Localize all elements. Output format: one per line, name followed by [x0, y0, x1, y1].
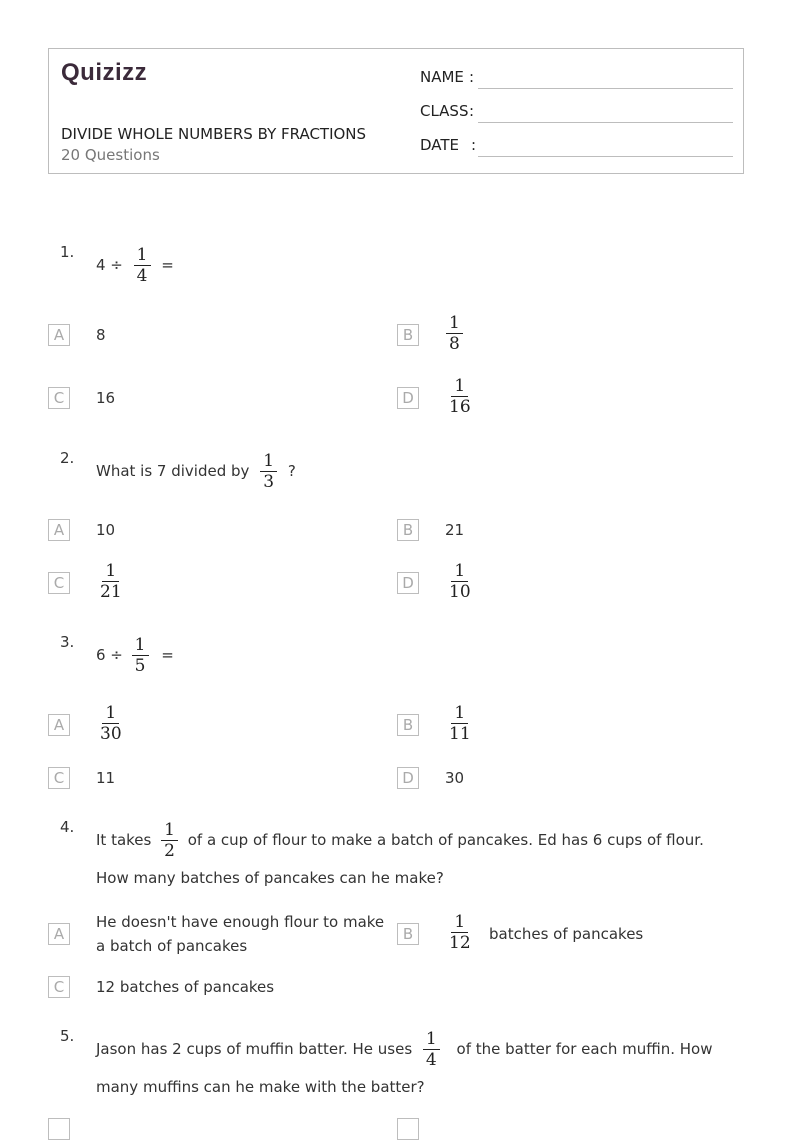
name-field[interactable]: [420, 68, 733, 90]
fraction: [161, 820, 178, 861]
fraction-denominator: 21: [100, 582, 122, 602]
name-line[interactable]: [478, 88, 733, 89]
fraction: [260, 451, 277, 492]
question-text-part: =: [161, 256, 174, 274]
option-d-fraction[interactable]: [446, 376, 474, 417]
class-line[interactable]: [478, 122, 733, 123]
option-b-box[interactable]: B: [397, 519, 419, 541]
fraction-numerator: 1: [423, 1029, 440, 1050]
question-number: 5.: [60, 1027, 75, 1045]
question-text: [96, 451, 296, 492]
fraction-numerator: 1: [102, 703, 119, 724]
option-b-text[interactable]: batches of pancakes: [489, 925, 644, 943]
option-b-box[interactable]: B: [397, 923, 419, 945]
fraction-numerator: 1: [451, 912, 468, 933]
date-field[interactable]: [420, 136, 733, 158]
fraction-denominator: 4: [136, 266, 148, 286]
question-number: 4.: [60, 818, 75, 836]
option-c-box[interactable]: C: [48, 767, 70, 789]
option-b-fraction[interactable]: [446, 703, 474, 744]
fraction-numerator: 1: [451, 561, 468, 582]
question-text-part: Jason has 2 cups of muffin batter. He uses: [96, 1040, 413, 1058]
question-text-part: of a cup of flour to make a batch of pancakes. Ed has 6 cups of flour. How many batches of pancakes can he make?: [96, 831, 704, 887]
option-d-box[interactable]: D: [397, 767, 419, 789]
option-a-box[interactable]: A: [48, 714, 70, 736]
option-d-fraction[interactable]: [446, 561, 474, 602]
option-c-text[interactable]: 12 batches of pancakes: [96, 978, 275, 996]
option-c-box[interactable]: C: [48, 572, 70, 594]
question-text-part: What is 7 divided by: [96, 462, 250, 480]
question-text: [96, 245, 174, 286]
option-a-box[interactable]: A: [48, 324, 70, 346]
worksheet-header: [48, 48, 744, 174]
fraction-numerator: 1: [451, 703, 468, 724]
option-a-text[interactable]: He doesn't have enough flour to make a batch of pancakes: [96, 913, 385, 955]
option-a-text[interactable]: 10: [96, 521, 116, 539]
name-label: NAME: [420, 68, 464, 86]
name-colon: :: [469, 68, 475, 86]
option-c-text[interactable]: 16: [96, 389, 116, 407]
option-a-box[interactable]: A: [48, 519, 70, 541]
class-field[interactable]: [420, 102, 733, 124]
option-c-box[interactable]: C: [48, 387, 70, 409]
fraction: [423, 1029, 440, 1070]
date-colon: :: [471, 136, 477, 154]
fraction-denominator: 2: [164, 841, 175, 861]
question-number: 3.: [60, 633, 75, 651]
class-label: CLASS: [420, 102, 469, 120]
fraction-numerator: 1: [446, 313, 463, 334]
fraction-numerator: 1: [132, 635, 149, 656]
fraction-numerator: 1: [260, 451, 277, 472]
option-d-box[interactable]: D: [397, 387, 419, 409]
question-text-part: It takes: [96, 831, 152, 849]
question-number: 1.: [60, 243, 75, 261]
option-c-box[interactable]: C: [48, 976, 70, 998]
fraction-numerator: 1: [161, 820, 178, 841]
option-d-text[interactable]: 30: [445, 769, 465, 787]
class-colon: :: [469, 102, 475, 120]
option-b-box[interactable]: [397, 1118, 419, 1140]
fraction-denominator: 3: [263, 472, 275, 492]
fraction-denominator: 11: [449, 724, 471, 744]
question-number: 2.: [60, 449, 75, 467]
question-text-part: 4 ÷: [96, 256, 123, 274]
quizizz-logo: Quizizz: [61, 59, 148, 86]
option-a-box[interactable]: A: [48, 923, 70, 945]
fraction-denominator: 12: [449, 933, 471, 953]
option-c-fraction[interactable]: [97, 561, 125, 602]
fraction-denominator: 5: [134, 656, 146, 676]
worksheet-title: DIVIDE WHOLE NUMBERS BY FRACTIONS: [61, 125, 367, 143]
fraction-denominator: 10: [449, 582, 471, 602]
option-b-fraction[interactable]: [446, 912, 474, 953]
fraction-denominator: 4: [425, 1050, 437, 1070]
option-a-box[interactable]: [48, 1118, 70, 1140]
question-text-part: of the batter for each muffin. How many muffins can he make with the batter?: [96, 1040, 713, 1096]
fraction-denominator: 30: [100, 724, 122, 744]
question-text: [96, 1029, 736, 1105]
option-a-fraction[interactable]: [97, 703, 125, 744]
option-b-text[interactable]: 21: [445, 521, 465, 539]
question-text-part: ?: [287, 462, 296, 480]
fraction: [134, 245, 151, 286]
date-line[interactable]: [478, 156, 733, 157]
option-c-text[interactable]: 11: [96, 769, 116, 787]
fraction-denominator: 16: [449, 397, 471, 417]
date-label: DATE: [420, 136, 460, 154]
option-b-box[interactable]: B: [397, 714, 419, 736]
option-b-box[interactable]: B: [397, 324, 419, 346]
question-count: 20 Questions: [61, 146, 160, 164]
fraction-numerator: 1: [451, 376, 468, 397]
fraction-numerator: 1: [102, 561, 119, 582]
question-text-part: 6 ÷: [96, 646, 123, 664]
option-a-text[interactable]: 8: [96, 326, 106, 344]
option-d-box[interactable]: D: [397, 572, 419, 594]
fraction: [132, 635, 149, 676]
question-text: [96, 820, 736, 896]
question-text: [96, 635, 174, 676]
fraction-denominator: 8: [449, 334, 460, 354]
option-b-fraction[interactable]: [446, 313, 463, 354]
fraction-numerator: 1: [134, 245, 151, 266]
question-text-part: =: [161, 646, 174, 664]
